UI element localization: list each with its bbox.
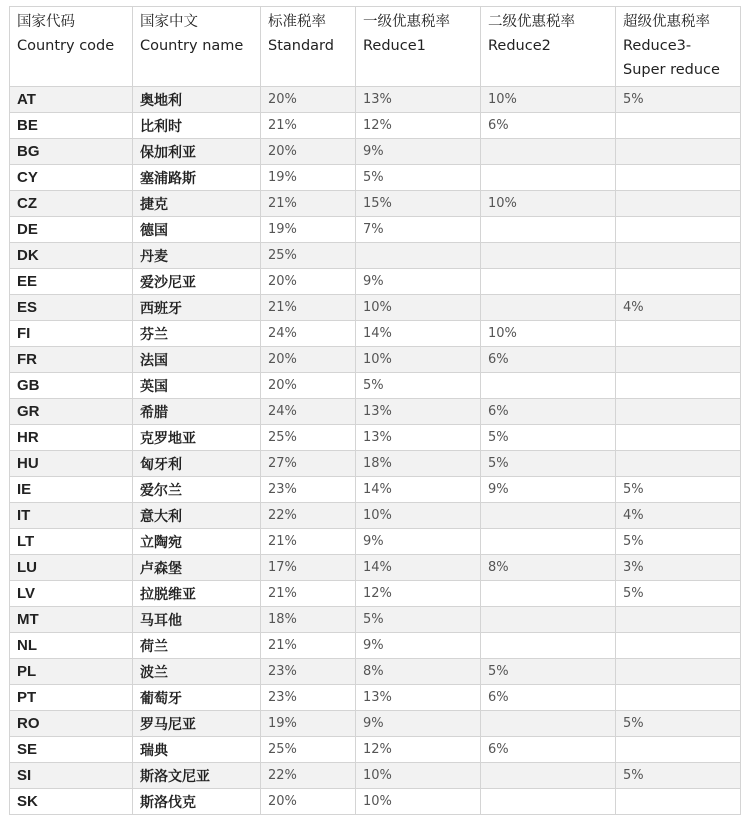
reduce3-rate-cell — [616, 451, 741, 477]
standard-rate-cell: 20% — [261, 789, 356, 815]
table-row — [10, 659, 741, 685]
country-code-cell: BE — [10, 113, 133, 139]
standard-rate-cell: 21% — [261, 113, 356, 139]
country-name-cell: 匈牙利 — [133, 451, 261, 477]
reduce1-rate-cell: 14% — [356, 555, 481, 581]
header-country-name-zh: 国家中文 — [140, 14, 198, 30]
country-name-cell: 克罗地亚 — [133, 425, 261, 451]
table-row — [10, 217, 741, 243]
country-code-cell: DE — [10, 217, 133, 243]
reduce1-rate-cell: 5% — [356, 373, 481, 399]
table-row — [10, 451, 741, 477]
reduce3-rate-cell — [616, 399, 741, 425]
reduce3-rate-cell: 5% — [616, 87, 741, 113]
table-row — [10, 295, 741, 321]
reduce3-rate-cell: 4% — [616, 295, 741, 321]
country-code-cell: LU — [10, 555, 133, 581]
header-reduce3-rate-zh: 超级优惠税率 — [623, 14, 710, 30]
standard-rate-cell: 25% — [261, 243, 356, 269]
standard-rate-cell: 21% — [261, 633, 356, 659]
standard-rate-cell: 27% — [261, 451, 356, 477]
reduce1-rate-cell: 14% — [356, 321, 481, 347]
country-code-cell: PT — [10, 685, 133, 711]
standard-rate-cell: 19% — [261, 711, 356, 737]
reduce3-rate-cell — [616, 321, 741, 347]
reduce1-rate-cell: 13% — [356, 425, 481, 451]
country-code-cell: LV — [10, 581, 133, 607]
header-standard-rate-en: Standard — [268, 38, 334, 54]
table-row — [10, 321, 741, 347]
table-row — [10, 191, 741, 217]
reduce1-rate-cell: 9% — [356, 269, 481, 295]
header-standard-rate-zh: 标准税率 — [268, 14, 326, 30]
standard-rate-cell: 24% — [261, 399, 356, 425]
reduce3-rate-cell — [616, 113, 741, 139]
header-reduce1-rate-zh: 一级优惠税率 — [363, 14, 450, 30]
country-name-cell: 意大利 — [133, 503, 261, 529]
standard-rate-cell: 22% — [261, 763, 356, 789]
country-name-cell: 奥地利 — [133, 87, 261, 113]
table-row — [10, 87, 741, 113]
country-name-cell: 马耳他 — [133, 607, 261, 633]
reduce2-rate-cell — [481, 607, 616, 633]
standard-rate-cell: 21% — [261, 295, 356, 321]
table-row — [10, 373, 741, 399]
reduce1-rate-cell: 9% — [356, 633, 481, 659]
reduce3-rate-cell — [616, 165, 741, 191]
reduce1-rate-cell — [356, 243, 481, 269]
reduce1-rate-cell: 5% — [356, 165, 481, 191]
country-name-cell: 爱沙尼亚 — [133, 269, 261, 295]
header-standard-rate — [261, 7, 356, 87]
reduce1-rate-cell: 13% — [356, 685, 481, 711]
standard-rate-cell: 19% — [261, 217, 356, 243]
country-name-cell: 罗马尼亚 — [133, 711, 261, 737]
country-code-cell: ES — [10, 295, 133, 321]
reduce3-rate-cell — [616, 633, 741, 659]
country-code-cell: IT — [10, 503, 133, 529]
standard-rate-cell: 24% — [261, 321, 356, 347]
reduce2-rate-cell — [481, 581, 616, 607]
reduce2-rate-cell: 10% — [481, 191, 616, 217]
reduce2-rate-cell — [481, 633, 616, 659]
header-country-code-en: Country code — [17, 38, 115, 54]
standard-rate-cell: 21% — [261, 581, 356, 607]
standard-rate-cell: 19% — [261, 165, 356, 191]
reduce2-rate-cell: 6% — [481, 737, 616, 763]
reduce3-rate-cell — [616, 217, 741, 243]
standard-rate-cell: 18% — [261, 607, 356, 633]
country-name-cell: 立陶宛 — [133, 529, 261, 555]
reduce1-rate-cell: 15% — [356, 191, 481, 217]
reduce1-rate-cell: 10% — [356, 503, 481, 529]
header-reduce3-rate-en: Reduce3- — [623, 38, 692, 54]
country-name-cell: 保加利亚 — [133, 139, 261, 165]
table-row — [10, 503, 741, 529]
country-name-cell: 西班牙 — [133, 295, 261, 321]
header-country-name — [133, 7, 261, 87]
country-name-cell: 瑞典 — [133, 737, 261, 763]
country-code-cell: MT — [10, 607, 133, 633]
reduce3-rate-cell — [616, 243, 741, 269]
standard-rate-cell: 20% — [261, 87, 356, 113]
reduce3-rate-cell — [616, 685, 741, 711]
reduce2-rate-cell: 6% — [481, 685, 616, 711]
vat-rate-table — [9, 6, 741, 815]
reduce1-rate-cell: 5% — [356, 607, 481, 633]
header-reduce3-rate-en-2: Super reduce — [623, 62, 720, 78]
header-country-code — [10, 7, 133, 87]
table-row — [10, 139, 741, 165]
reduce3-rate-cell: 5% — [616, 581, 741, 607]
table-row — [10, 399, 741, 425]
table-row — [10, 581, 741, 607]
reduce2-rate-cell — [481, 269, 616, 295]
reduce3-rate-cell — [616, 373, 741, 399]
reduce2-rate-cell — [481, 503, 616, 529]
reduce1-rate-cell: 7% — [356, 217, 481, 243]
reduce3-rate-cell — [616, 659, 741, 685]
country-code-cell: IE — [10, 477, 133, 503]
reduce3-rate-cell — [616, 191, 741, 217]
country-name-cell: 斯洛伐克 — [133, 789, 261, 815]
reduce1-rate-cell: 18% — [356, 451, 481, 477]
country-name-cell: 捷克 — [133, 191, 261, 217]
standard-rate-cell: 20% — [261, 139, 356, 165]
table-row — [10, 789, 741, 815]
table-row — [10, 555, 741, 581]
country-name-cell: 葡萄牙 — [133, 685, 261, 711]
reduce2-rate-cell — [481, 711, 616, 737]
reduce1-rate-cell: 10% — [356, 347, 481, 373]
table-row — [10, 763, 741, 789]
standard-rate-cell: 25% — [261, 425, 356, 451]
reduce2-rate-cell: 9% — [481, 477, 616, 503]
country-name-cell: 英国 — [133, 373, 261, 399]
table-row — [10, 477, 741, 503]
country-name-cell: 塞浦路斯 — [133, 165, 261, 191]
country-code-cell: BG — [10, 139, 133, 165]
reduce2-rate-cell — [481, 373, 616, 399]
standard-rate-cell: 21% — [261, 529, 356, 555]
standard-rate-cell: 25% — [261, 737, 356, 763]
country-code-cell: GB — [10, 373, 133, 399]
table-row — [10, 607, 741, 633]
country-name-cell: 比利时 — [133, 113, 261, 139]
reduce3-rate-cell — [616, 789, 741, 815]
reduce2-rate-cell — [481, 217, 616, 243]
table-row — [10, 165, 741, 191]
reduce2-rate-cell: 5% — [481, 451, 616, 477]
reduce2-rate-cell — [481, 243, 616, 269]
reduce1-rate-cell: 12% — [356, 581, 481, 607]
table-header-row — [10, 7, 741, 87]
table-row — [10, 347, 741, 373]
country-code-cell: RO — [10, 711, 133, 737]
country-code-cell: FR — [10, 347, 133, 373]
reduce3-rate-cell — [616, 269, 741, 295]
reduce2-rate-cell: 10% — [481, 321, 616, 347]
reduce2-rate-cell — [481, 139, 616, 165]
header-reduce1-rate-en: Reduce1 — [363, 38, 426, 54]
table-row — [10, 529, 741, 555]
reduce1-rate-cell: 12% — [356, 113, 481, 139]
table-row — [10, 113, 741, 139]
table-row — [10, 425, 741, 451]
table-row — [10, 737, 741, 763]
country-code-cell: CZ — [10, 191, 133, 217]
country-name-cell: 丹麦 — [133, 243, 261, 269]
country-name-cell: 波兰 — [133, 659, 261, 685]
reduce1-rate-cell: 14% — [356, 477, 481, 503]
header-reduce2-rate-zh: 二级优惠税率 — [488, 14, 575, 30]
standard-rate-cell: 23% — [261, 685, 356, 711]
reduce1-rate-cell: 12% — [356, 737, 481, 763]
reduce1-rate-cell: 10% — [356, 789, 481, 815]
standard-rate-cell: 17% — [261, 555, 356, 581]
header-reduce1-rate — [356, 7, 481, 87]
country-name-cell: 希腊 — [133, 399, 261, 425]
reduce2-rate-cell: 6% — [481, 347, 616, 373]
country-code-cell: NL — [10, 633, 133, 659]
country-code-cell: AT — [10, 87, 133, 113]
header-country-code-zh: 国家代码 — [17, 14, 75, 30]
table-body — [10, 87, 741, 815]
reduce3-rate-cell: 5% — [616, 529, 741, 555]
country-code-cell: EE — [10, 269, 133, 295]
reduce3-rate-cell — [616, 607, 741, 633]
country-code-cell: SK — [10, 789, 133, 815]
country-name-cell: 法国 — [133, 347, 261, 373]
header-reduce3-rate — [616, 7, 741, 87]
reduce2-rate-cell: 6% — [481, 399, 616, 425]
country-name-cell: 芬兰 — [133, 321, 261, 347]
reduce3-rate-cell — [616, 139, 741, 165]
reduce1-rate-cell: 9% — [356, 711, 481, 737]
reduce3-rate-cell: 5% — [616, 711, 741, 737]
table-row — [10, 685, 741, 711]
standard-rate-cell: 23% — [261, 477, 356, 503]
reduce1-rate-cell: 10% — [356, 295, 481, 321]
standard-rate-cell: 20% — [261, 347, 356, 373]
reduce1-rate-cell: 8% — [356, 659, 481, 685]
reduce3-rate-cell — [616, 425, 741, 451]
header-reduce2-rate-en: Reduce2 — [488, 38, 551, 54]
reduce2-rate-cell: 5% — [481, 425, 616, 451]
table-row — [10, 269, 741, 295]
reduce2-rate-cell: 10% — [481, 87, 616, 113]
country-name-cell: 荷兰 — [133, 633, 261, 659]
standard-rate-cell: 20% — [261, 373, 356, 399]
country-code-cell: CY — [10, 165, 133, 191]
table-row — [10, 243, 741, 269]
reduce3-rate-cell: 4% — [616, 503, 741, 529]
reduce3-rate-cell: 3% — [616, 555, 741, 581]
country-name-cell: 德国 — [133, 217, 261, 243]
reduce3-rate-cell — [616, 347, 741, 373]
reduce3-rate-cell — [616, 737, 741, 763]
reduce3-rate-cell: 5% — [616, 763, 741, 789]
standard-rate-cell: 21% — [261, 191, 356, 217]
reduce2-rate-cell: 6% — [481, 113, 616, 139]
table-row — [10, 633, 741, 659]
reduce1-rate-cell: 13% — [356, 399, 481, 425]
country-code-cell: DK — [10, 243, 133, 269]
reduce3-rate-cell: 5% — [616, 477, 741, 503]
country-name-cell: 卢森堡 — [133, 555, 261, 581]
country-name-cell: 爱尔兰 — [133, 477, 261, 503]
reduce2-rate-cell: 5% — [481, 659, 616, 685]
reduce2-rate-cell — [481, 295, 616, 321]
reduce2-rate-cell — [481, 529, 616, 555]
reduce2-rate-cell — [481, 789, 616, 815]
reduce2-rate-cell: 8% — [481, 555, 616, 581]
reduce1-rate-cell: 10% — [356, 763, 481, 789]
country-code-cell: FI — [10, 321, 133, 347]
country-name-cell: 拉脱维亚 — [133, 581, 261, 607]
country-code-cell: SE — [10, 737, 133, 763]
reduce1-rate-cell: 9% — [356, 529, 481, 555]
country-code-cell: HR — [10, 425, 133, 451]
header-reduce2-rate — [481, 7, 616, 87]
country-name-cell: 斯洛文尼亚 — [133, 763, 261, 789]
country-code-cell: LT — [10, 529, 133, 555]
standard-rate-cell: 23% — [261, 659, 356, 685]
standard-rate-cell: 20% — [261, 269, 356, 295]
table-row — [10, 711, 741, 737]
reduce1-rate-cell: 13% — [356, 87, 481, 113]
standard-rate-cell: 22% — [261, 503, 356, 529]
reduce1-rate-cell: 9% — [356, 139, 481, 165]
country-code-cell: SI — [10, 763, 133, 789]
country-code-cell: PL — [10, 659, 133, 685]
header-country-name-en: Country name — [140, 38, 244, 54]
reduce2-rate-cell — [481, 763, 616, 789]
country-code-cell: GR — [10, 399, 133, 425]
country-code-cell: HU — [10, 451, 133, 477]
reduce2-rate-cell — [481, 165, 616, 191]
